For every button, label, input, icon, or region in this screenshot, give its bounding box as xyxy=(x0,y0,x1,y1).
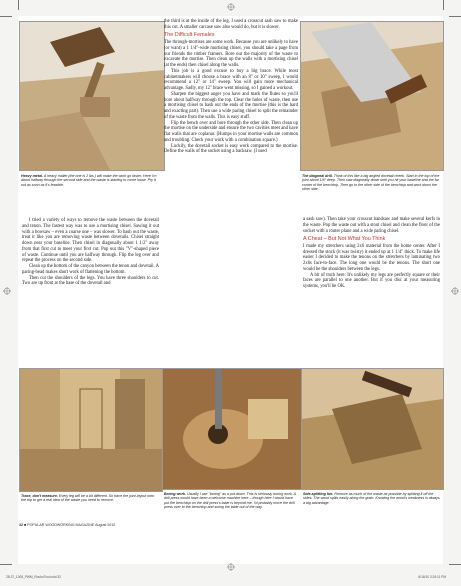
paragraph: A bit of truth here: It's unlikely my legs are perfectly square or their faces are parallel to one another. But if you disc at your measuring systems, you'll be OK. xyxy=(303,272,440,289)
issue-date: August 2010 xyxy=(95,523,116,527)
paragraph: I tried a variety of ways to remove the waste between the dovetail and tenon. The fastest way was to use a mortising chisel. Sawing it out with a bowsaw – even a coarse one – was slower. To bash out the waste, treat it like you are removing waste between dovetails. Chisel straight down near your baseline. Then chisel in diagonally about 1 1/2" away from that first cut to meet your first cut. Pop out this "V"-shaped piece of waste. Continue until you are halfway through. Flip the leg over and repeat the process on the second side. xyxy=(22,218,159,264)
paragraph: I made my stretchers using 2x6 material from the home center. After I dressed the stock (it was twisty) it ended up at 1 1/4" thick. To make life easier I decided to make the tenons on the stretchers by laminating two 2x6s face-to-face. The long one would be the tenons. The short one would be the shoulders between the legs. xyxy=(303,243,440,272)
paragraph: a sash saw). Then take your crosscut handsaw and make several kerfs in the waste. Pop the waste out with a stout chisel and clean the floor of the socket with a router plane and a wide paring chisel. xyxy=(303,217,440,234)
photo-boring-brace xyxy=(162,368,302,490)
registration-mark-left xyxy=(3,287,11,295)
section-heading: A Cheat – But Not What You Think xyxy=(303,235,386,242)
page-number: 32 xyxy=(19,523,23,527)
registration-mark-right xyxy=(451,287,459,295)
text-column-c xyxy=(303,217,440,290)
crop-mark xyxy=(0,16,12,17)
crop-mark xyxy=(449,16,461,17)
caption-trace: Trace, don't measure. Every leg will be a bit different. So trace the joint layout onto the top to get a real idea of the waste you need to remove. xyxy=(21,494,155,503)
paragraph: Sharpen the biggest auger you have and mark the flutes so you'll bore about halfway through the top. Clear the holes of waste, then use a mortising chisel to bash out the ends of the mortise (this is the hard and exacting part). Then use a wide paring chisel to split the remainder of the waste from the walls. This is easy stuff. xyxy=(164,91,298,120)
slug-filename: 28-37_1008_PWM_RouboTwo.indd 32 xyxy=(6,575,61,579)
caption-diagonal-drill: The diagonal drill. Think of this like a big angled dovetail cheek. Start in the top of the joint about 1/8" deep. Then saw diagonally down until you hit your baseline and the far corner of the benchtop. Then go to the other side of the benchtop and work down the other side. xyxy=(302,174,440,191)
photo-diagonal-saw xyxy=(300,21,444,171)
crop-mark xyxy=(449,564,461,565)
caption-side-split: Side-splitting fun. Remove as much of the waste as possible by splitting it off the sides. The wood splits easily along the grain. Knowing the wood's weakness is always a big advantage. xyxy=(303,492,440,505)
crop-mark xyxy=(443,0,444,10)
paragraph: The through-mortises are some work. Because you are unlikely to have (or want) a 1 1/4"-wide mortising chisel, you should take a page from our friends the timber framers. Bore out the majority of the waste to excavate the mortise. Then clean up the walls with a mortising chisel (at the ends) then chisel along the walls. xyxy=(164,40,298,68)
paragraph: the third is at the inside of the leg. I used a crosscut sash saw to make this cut. A smaller carcase saw also would do, but it is slower. xyxy=(164,19,298,30)
caption-heavy-metal: Heavy metal. A heavy mallet (the one is 2 lbs.) will make the work go faster. Here I'm about halfway through the second side and the waste is starting to come loose. Pry it out as soon as it's feasible. xyxy=(21,174,157,187)
photo-mallet-chisel xyxy=(19,21,165,171)
registration-mark-top xyxy=(227,3,235,11)
paragraph: This job is a good excuse to buy a big brace. While most cabinetmakers will choose a brace with an 8" or 10" sweep, I would recommend a 12" or 14" sweep. You will gain more mechanical advantage. Sadly, my 12" brace went missing, so I gained a workout. xyxy=(164,68,298,91)
caption-boring: Boring work. Usually I use "boring" as a put-down. This is seriously boring work. A drill press would have been a welcome machine here – though here I would have put the benchtop on the drill press's table is beyond me. I'd probably move the drill press over to the benchtop and swing the table out of the way. xyxy=(164,492,296,509)
crop-mark xyxy=(0,564,12,565)
paragraph: Luckily, the dovetail socket is easy work compared to the mortise. Define the walls of the socket using a backsaw. (I used xyxy=(164,143,298,155)
magazine-name: POPULAR WOODWORKING MAGAZINE xyxy=(27,523,95,527)
crop-mark xyxy=(18,0,19,10)
photo-side-split xyxy=(301,368,444,490)
paragraph: Then cut the shoulders of the legs. You have three shoulders to cut. Two are up front at the base of the dovetail and xyxy=(22,275,159,287)
paragraph: Clean up the bottom of the canyon between the tenon and dovetail. A paring-bead makes short work of flattening the bottom. xyxy=(22,264,159,275)
folio: 32 ■ POPULAR WOODWORKING MAGAZINE August 2010 xyxy=(19,523,116,527)
paragraph: Flip the bench over and bore through the other side. Then clean up the mortise on the underside and ensure the two cavities meet and have flat walls that are coplanar. (Humps in your mortise walls are common and troubling. Check your work with a combination square.) xyxy=(164,120,298,143)
slug-timestamp: 6/16/10 3:24:11 PM xyxy=(418,575,446,579)
section-heading: The Difficult Females xyxy=(164,32,215,38)
photo-trace-layout xyxy=(19,368,163,492)
registration-mark-bottom xyxy=(227,563,235,571)
text-column-a xyxy=(22,218,159,287)
text-column-b xyxy=(164,19,298,155)
